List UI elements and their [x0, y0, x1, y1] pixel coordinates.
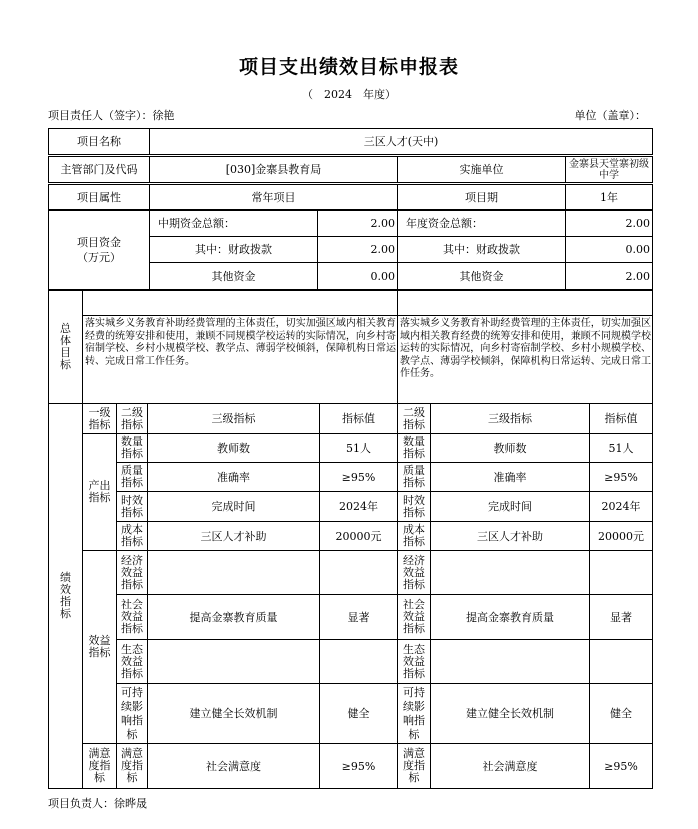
quantity-l3-annual: 教师数 [430, 433, 590, 463]
satisfaction-value: ≥95% [319, 743, 398, 789]
mid-other-value: 0.00 [317, 262, 398, 290]
quality-l2: 质量 指标 [116, 462, 148, 492]
mid-goal-text: 落实城乡义务教育补助经费管理的主体责任，切实加强区域内相关教育经费的统筹安排和使用，兼顾不同规模学校运转的实际情况，向乡村寄宿制学校、乡村小规模学校、教学点、薄弱学校倾斜，保障机构日常运转、完成日常工作任务。 [82, 291, 398, 404]
dept-label: 主管部门及代码 [48, 156, 150, 183]
quality-l2-annual: 质量 指标 [397, 462, 431, 492]
dept-value: [030]金寨县教育局 [149, 156, 398, 183]
economic-l2-annual: 经济 效益 指标 [397, 550, 431, 595]
impl-unit-value: 金寨县天堂寨初级中学 [565, 156, 653, 183]
quantity-value-annual: 51人 [589, 433, 653, 463]
cost-l3-annual: 三区人才补助 [430, 521, 590, 551]
overall-goal-label: 总 体 目 标 [48, 290, 83, 404]
cost-l2-annual: 成本 指标 [397, 521, 431, 551]
ecological-l2: 生态 效益 指标 [116, 639, 148, 684]
header-value-annual: 指标值 [589, 403, 653, 434]
header-level2: 二级 指标 [116, 403, 148, 434]
mid-fiscal-label: 其中：财政拨款 [149, 236, 318, 263]
project-name-label: 项目名称 [48, 128, 150, 155]
quantity-l2-annual: 数量 指标 [397, 433, 431, 463]
quality-value-annual: ≥95% [589, 462, 653, 492]
year-line: （ 2024 年度） [302, 88, 396, 101]
period-label: 项目期 [397, 184, 566, 210]
sustainable-l3-annual: 建立健全长效机制 [430, 683, 590, 744]
mid-total-value: 2.00 [317, 210, 398, 237]
economic-l2: 经济 效益 指标 [116, 550, 148, 595]
satisfaction-value-annual: ≥95% [589, 743, 653, 789]
satisfaction-l2: 满意 度指 标 [116, 743, 148, 789]
header-level2-annual: 二级 指标 [397, 403, 431, 434]
social-l3-annual: 提高金寨教育质量 [430, 594, 590, 640]
cost-value-annual: 20000元 [589, 521, 653, 551]
performance-table [48, 128, 653, 789]
timeliness-l3-annual: 完成时间 [430, 491, 590, 522]
annual-fiscal-value: 0.00 [565, 236, 653, 263]
performance-section-label: 绩 效 指 标 [48, 403, 83, 789]
annual-fiscal-label: 其中：财政拨款 [397, 236, 566, 263]
funds-label: 项目资金 （万元） [48, 210, 150, 290]
ecological-l2-annual: 生态 效益 指标 [397, 639, 431, 684]
quantity-l3: 教师数 [147, 433, 320, 463]
annual-total-value: 2.00 [565, 210, 653, 237]
attr-value: 常年项目 [149, 184, 398, 210]
mid-fiscal-value: 2.00 [317, 236, 398, 263]
ecological-l3-annual [430, 639, 590, 684]
sustainable-l3: 建立健全长效机制 [147, 683, 320, 744]
project-name-value: 三区人才(天中) [149, 128, 653, 155]
ecological-value-annual [589, 639, 653, 684]
timeliness-l3: 完成时间 [147, 491, 320, 522]
benefit-indicator-label: 效益 指标 [82, 550, 117, 744]
cost-l2: 成本 指标 [116, 521, 148, 551]
timeliness-value: 2024年 [319, 491, 398, 522]
timeliness-l2-annual: 时效 指标 [397, 491, 431, 522]
ecological-value [319, 639, 398, 684]
sustainable-l2: 可持 续影 响指 标 [116, 683, 148, 744]
impl-unit-label: 实施单位 [397, 156, 566, 183]
header-value: 指标值 [319, 403, 398, 434]
mid-total-label: 中期资金总额： [149, 210, 318, 237]
annual-goal-text: 落实城乡义务教育补助经费管理的主体责任，切实加强区域内相关教育经费的统筹安排和使用，兼顾不同规模学校运转的实际情况，向乡村寄宿制学校、乡村小规模学校、教学点、薄弱学校倾斜，保障机构日常运转、完成日常工作任务。 [397, 291, 653, 404]
header-level3: 三级指标 [147, 403, 320, 434]
annual-total-label: 年度资金总额： [397, 210, 566, 237]
header-level3-annual: 三级指标 [430, 403, 590, 434]
period-value: 1年 [565, 184, 653, 210]
social-l2: 社会 效益 指标 [116, 594, 148, 640]
project-leader: 项目负责人：徐晔晟 [48, 797, 147, 810]
social-l2-annual: 社会 效益 指标 [397, 594, 431, 640]
sustainable-value-annual: 健全 [589, 683, 653, 744]
unit-stamp-label: 单位（盖章）： [574, 109, 646, 122]
annual-other-value: 2.00 [565, 262, 653, 290]
economic-value-annual [589, 550, 653, 595]
ecological-l3 [147, 639, 320, 684]
satisfaction-l3: 社会满意度 [147, 743, 320, 789]
satisfaction-indicator-label: 满意 度指 标 [82, 743, 117, 789]
cost-l3: 三区人才补助 [147, 521, 320, 551]
output-indicator-label: 产出 指标 [82, 433, 117, 551]
social-l3: 提高金寨教育质量 [147, 594, 320, 640]
quality-l3: 准确率 [147, 462, 320, 492]
mid-other-label: 其他资金 [149, 262, 318, 290]
social-value-annual: 显著 [589, 594, 653, 640]
timeliness-value-annual: 2024年 [589, 491, 653, 522]
sustainable-l2-annual: 可持 续影 响指 标 [397, 683, 431, 744]
responsible-signature: 项目责任人（签字）：徐艳 [48, 109, 175, 122]
form-title: 项目支出绩效目标申报表 [238, 56, 459, 78]
economic-l3-annual [430, 550, 590, 595]
quantity-l2: 数量 指标 [116, 433, 148, 463]
quality-value: ≥95% [319, 462, 398, 492]
quantity-value: 51人 [319, 433, 398, 463]
sustainable-value: 健全 [319, 683, 398, 744]
satisfaction-l2-annual: 满意 度指 标 [397, 743, 431, 789]
economic-l3 [147, 550, 320, 595]
economic-value [319, 550, 398, 595]
cost-value: 20000元 [319, 521, 398, 551]
satisfaction-l3-annual: 社会满意度 [430, 743, 590, 789]
timeliness-l2: 时效 指标 [116, 491, 148, 522]
quality-l3-annual: 准确率 [430, 462, 590, 492]
social-value: 显著 [319, 594, 398, 640]
attr-label: 项目属性 [48, 184, 150, 210]
annual-other-label: 其他资金 [397, 262, 566, 290]
header-level1: 一级 指标 [82, 403, 117, 434]
